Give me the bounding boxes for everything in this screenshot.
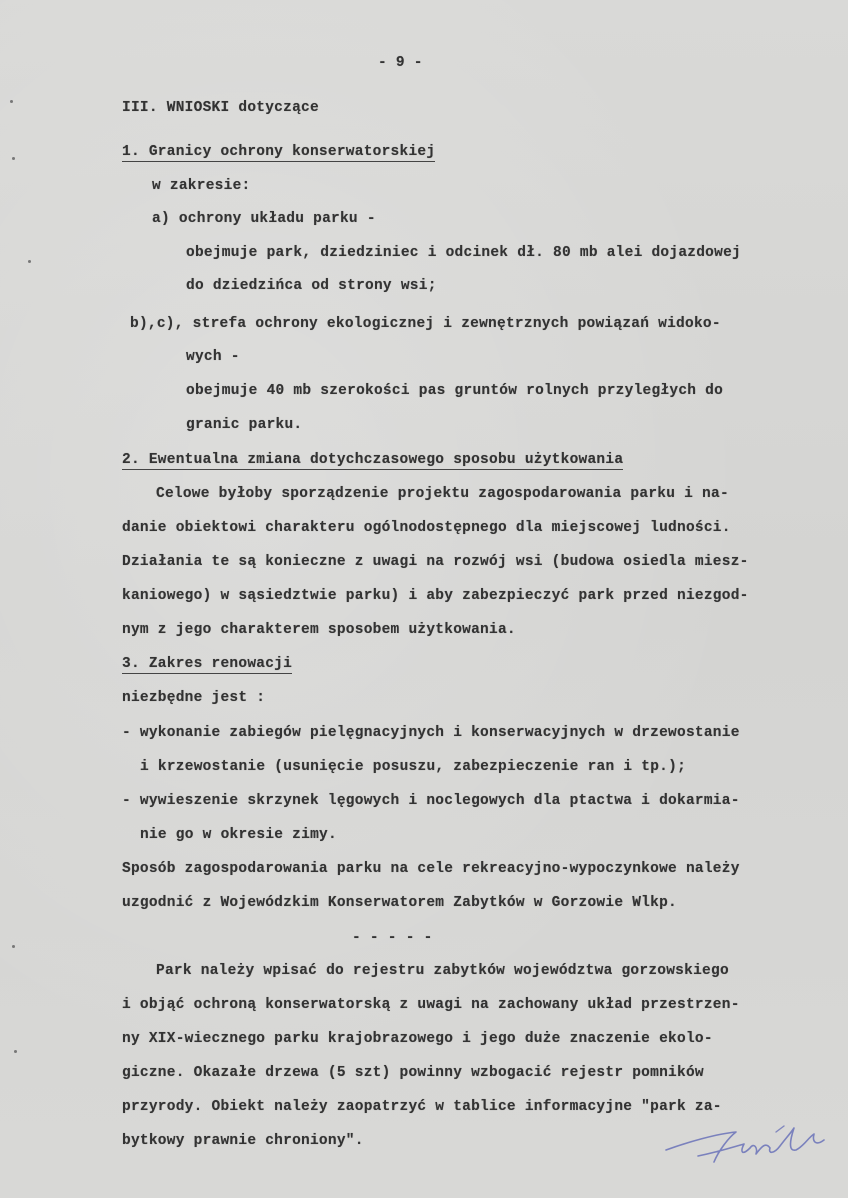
section3-line: - wykonanie zabiegów pielęgnacyjnych i konserwacyjnych w drzewostanie xyxy=(122,725,740,741)
section2-line: nym z jego charakterem sposobem użytkowania. xyxy=(122,622,516,638)
section-heading: III. WNIOSKI dotyczące xyxy=(122,100,319,116)
conclusion-line: przyrody. Obiekt należy zaopatrzyć w tablice informacyjne "park za- xyxy=(122,1099,722,1115)
section2-line: Działania te są konieczne z uwagi na rozwój wsi (budowa osiedla miesz- xyxy=(122,554,749,570)
page-number: - 9 - xyxy=(378,55,423,71)
section1-line: a) ochrony układu parku - xyxy=(152,211,376,227)
scan-speck xyxy=(12,945,15,948)
conclusion-line: ny XIX-wiecznego parku krajobrazowego i jego duże znaczenie ekolo- xyxy=(122,1031,713,1047)
handwritten-signature xyxy=(658,1112,838,1172)
section2-line: danie obiektowi charakteru ogólnodostępnego dla miejscowej ludności. xyxy=(122,520,731,536)
section1-title: 1. Granicy ochrony konserwatorskiej xyxy=(122,144,436,160)
section1-line: obejmuje 40 mb szerokości pas gruntów rolnych przyległych do xyxy=(186,383,724,399)
conclusion-line: giczne. Okazałe drzewa (5 szt) powinny wzbogacić rejestr pomników xyxy=(122,1065,704,1081)
scan-speck xyxy=(28,260,31,263)
section3-title: 3. Zakres renowacji xyxy=(122,656,293,672)
section3-line: uzgodnić z Wojewódzkim Konserwatorem Zabytków w Gorzowie Wlkp. xyxy=(122,895,677,911)
section2-title: 2. Ewentualna zmiana dotychczasowego sposobu użytkowania xyxy=(122,452,624,468)
scan-speck xyxy=(14,1050,17,1053)
section1-line: w zakresie: xyxy=(152,178,251,194)
conclusion-line: Park należy wpisać do rejestru zabytków województwa gorzowskiego xyxy=(156,963,729,979)
section1-line: b),c), strefa ochrony ekologicznej i zewnętrznych powiązań widoko- xyxy=(130,316,721,332)
section3-title-wrap xyxy=(122,655,292,673)
section1-line: wych - xyxy=(186,349,240,365)
section2-title-wrap xyxy=(122,451,623,469)
section3-line: i krzewostanie (usunięcie posuszu, zabezpieczenie ran i tp.); xyxy=(140,759,687,775)
section2-line: kaniowego) w sąsiedztwie parku) i aby zabezpieczyć park przed niezgod- xyxy=(122,588,749,604)
section1-title-wrap xyxy=(122,143,435,161)
scan-speck xyxy=(10,100,13,103)
section3-line: Sposób zagospodarowania parku na cele rekreacyjno-wypoczynkowe należy xyxy=(122,861,740,877)
section3-line: nie go w okresie zimy. xyxy=(140,827,337,843)
section2-line: Celowe byłoby sporządzenie projektu zagospodarowania parku i na- xyxy=(156,486,729,502)
conclusion-line: bytkowy prawnie chroniony". xyxy=(122,1133,364,1149)
conclusion-line: i objąć ochroną konserwatorską z uwagi na zachowany układ przestrzen- xyxy=(122,997,740,1013)
scan-speck xyxy=(12,157,15,160)
separator: - - - - - xyxy=(352,930,433,946)
section1-line: granic parku. xyxy=(186,417,303,433)
section1-line: do dziedzińca od strony wsi; xyxy=(186,278,437,294)
section1-line: obejmuje park, dziedziniec i odcinek dł. 80 mb alei dojazdowej xyxy=(186,245,741,261)
section3-line: niezbędne jest : xyxy=(122,690,266,706)
section3-line: - wywieszenie skrzynek lęgowych i noclegowych dla ptactwa i dokarmia- xyxy=(122,793,740,809)
